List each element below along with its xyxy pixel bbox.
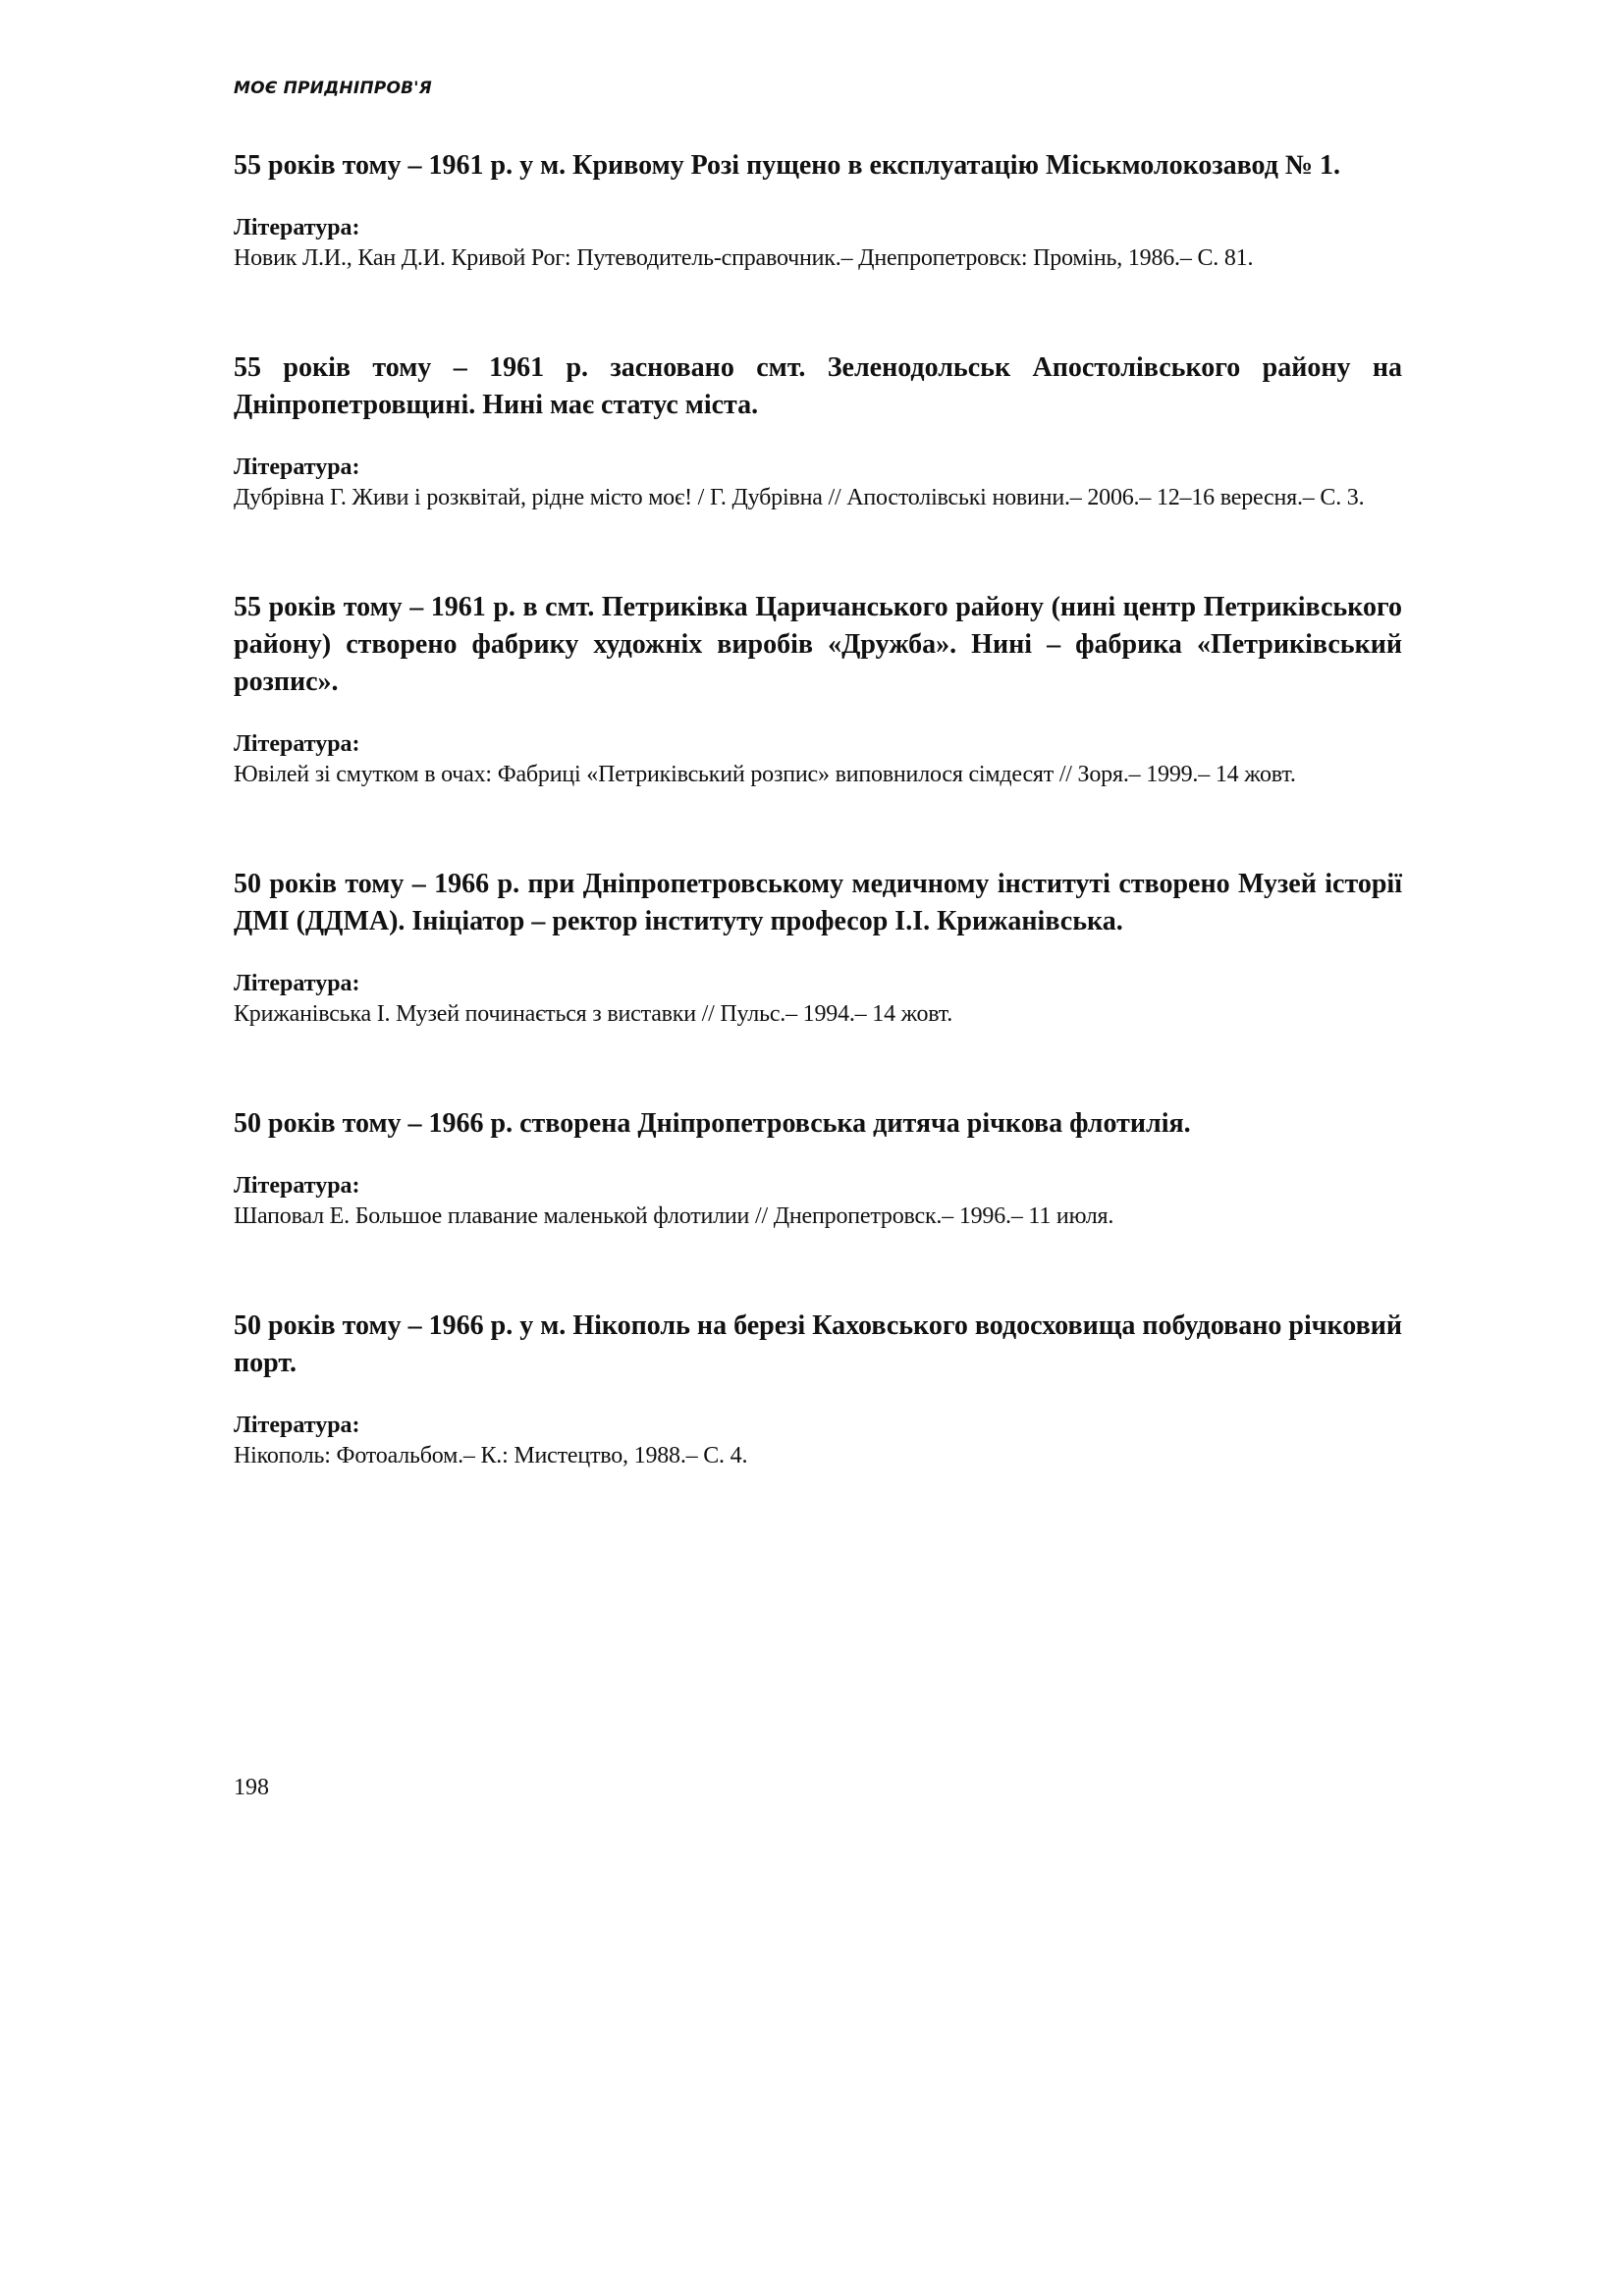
literature-reference: Крижанівська І. Музей починається з виставки // Пульс.– 1994.– 14 жовт. — [234, 1001, 953, 1027]
literature-reference: Ювілей зі смутком в очах: Фабриці «Петриківський розпис» виповнилося сімдесят // Зоря.– 1999.– 14 жовт. — [234, 762, 1296, 787]
literature-label: Література: — [234, 731, 360, 757]
entry-title: 55 років тому – 1961 р. у м. Кривому Розі пущено в експлуатацію Міськмолокозавод № 1. — [234, 150, 1341, 181]
entry-title: 55 років тому – 1961 р. засновано смт. Зеленодольськ Апостолівського району на Дніпропетровщині. Нині має статус міста. — [234, 352, 1402, 420]
literature-reference: Нікополь: Фотоальбом.– К.: Мистецтво, 1988.– С. 4. — [234, 1443, 748, 1468]
entry-title: 50 років тому – 1966 р. у м. Нікополь на березі Каховського водосховища побудовано річковий порт. — [234, 1310, 1402, 1378]
literature-label: Література: — [234, 215, 360, 240]
entry-5 — [234, 1105, 1402, 1231]
entry-1 — [234, 147, 1402, 273]
running-header: МОЄ ПРИДНІПРОВ'Я — [234, 79, 432, 98]
entry-6 — [234, 1308, 1402, 1470]
literature-reference: Дубрівна Г. Живи і розквітай, рідне місто моє! / Г. Дубрівна // Апостолівські новини.– 2006.– 12–16 вересня.– С. 3. — [234, 485, 1365, 510]
entries-list — [234, 147, 1402, 1470]
entry-2 — [234, 349, 1402, 512]
literature-label: Література: — [234, 1413, 360, 1438]
literature-label: Література: — [234, 454, 360, 480]
page-number: 198 — [234, 1775, 269, 1800]
literature-reference: Новик Л.И., Кан Д.И. Кривой Рог: Путеводитель-справочник.– Днепропетровск: Промінь, 1986.– С. 81. — [234, 245, 1254, 271]
entry-4 — [234, 866, 1402, 1029]
entry-title: 50 років тому – 1966 р. створена Дніпропетровська дитяча річкова флотилія. — [234, 1108, 1191, 1139]
literature-reference: Шаповал Е. Большое плавание маленькой флотилии // Днепропетровск.– 1996.– 11 июля. — [234, 1203, 1114, 1229]
entry-title: 55 років тому – 1961 р. в смт. Петриківка Царичанського району (нині центр Петриківського району) створено фабрику художніх виробів «Дружба». Нині – фабрика «Петриківський розпис». — [234, 592, 1402, 697]
entry-title: 50 років тому – 1966 р. при Дніпропетровському медичному інституті створено Музей історії ДМІ (ДДМА). Ініціатор – ректор інституту професор І.І. Крижанівська. — [234, 869, 1402, 936]
literature-label: Література: — [234, 971, 360, 996]
entry-3 — [234, 589, 1402, 789]
literature-label: Література: — [234, 1173, 360, 1199]
